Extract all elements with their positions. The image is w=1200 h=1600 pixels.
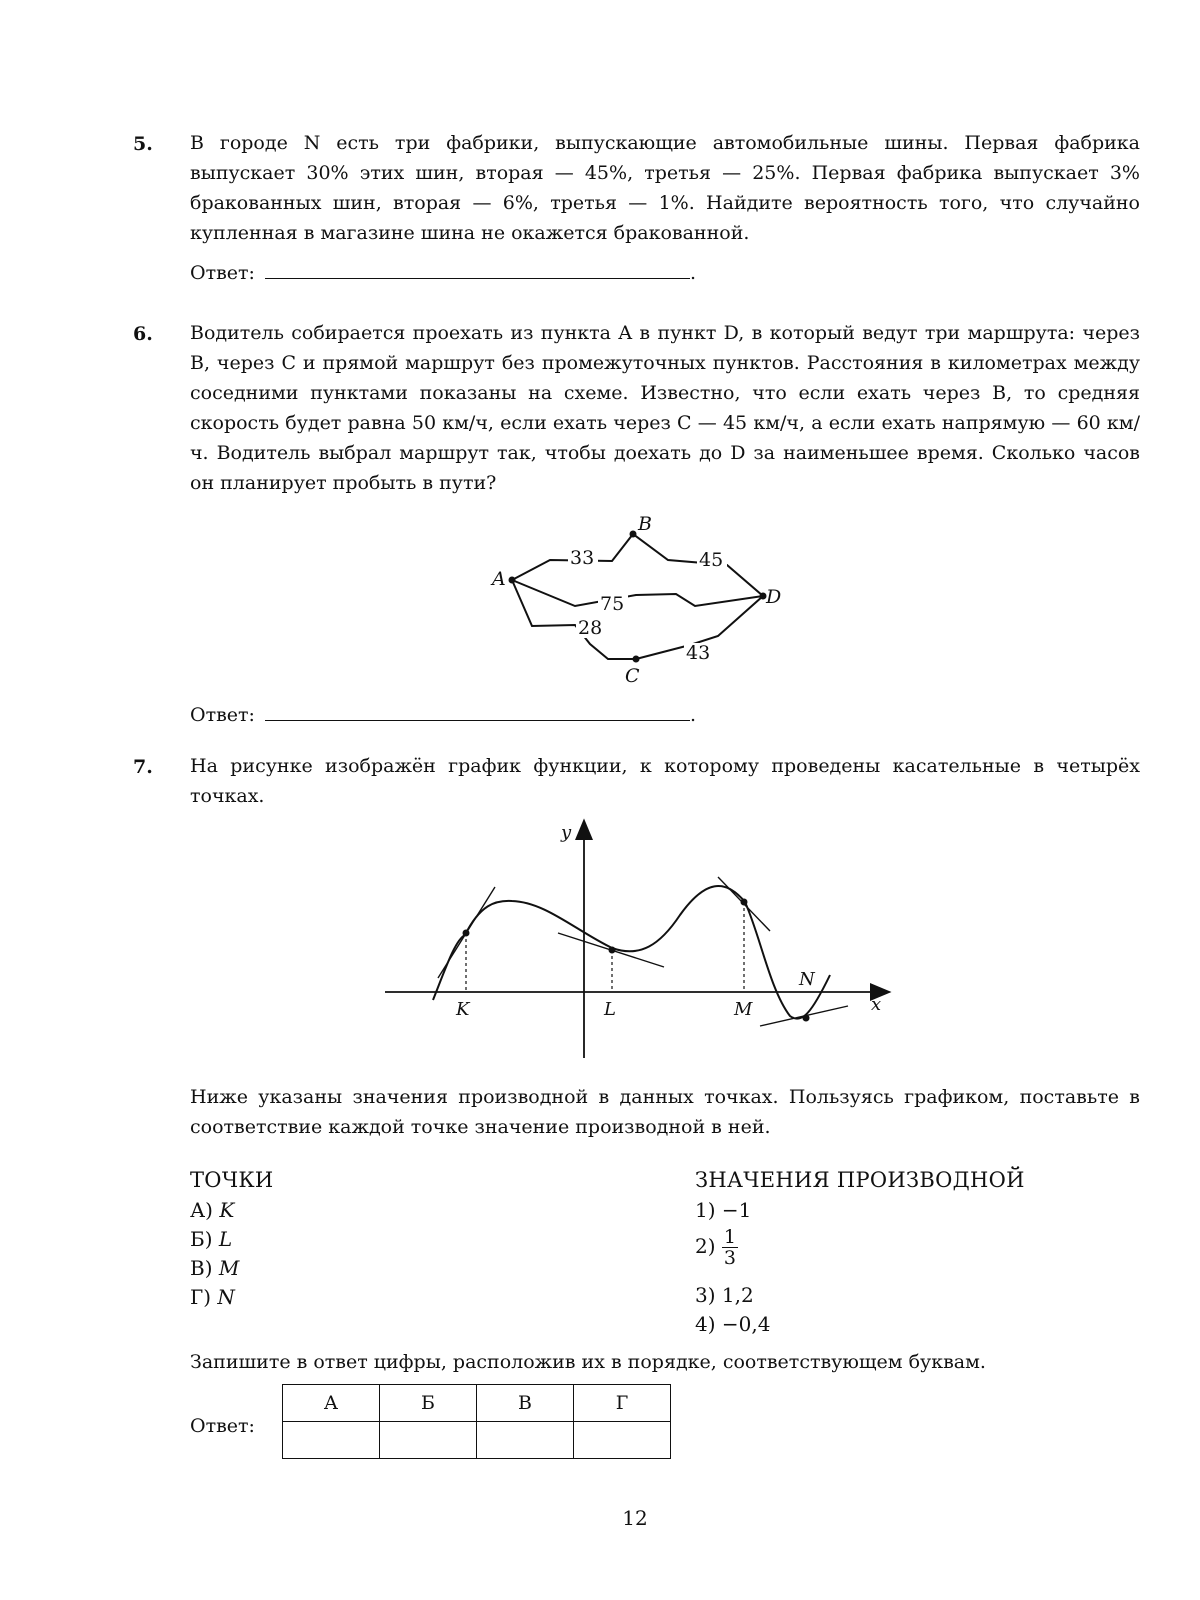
page-number: 12	[622, 1506, 648, 1530]
points-column-title: ТОЧКИ	[190, 1168, 274, 1192]
problem-7-instruction: Запишите в ответ цифры, расположив их в порядке, соответствующем буквам.	[190, 1351, 986, 1373]
value-item: 4) −0,4	[695, 1312, 771, 1336]
point-a-label: A	[492, 568, 506, 590]
point-m-dot	[741, 899, 748, 906]
edge-label-ac: 28	[578, 617, 603, 639]
edge-label-cd: 43	[686, 642, 711, 664]
problem-6-text: Водитель собирается проехать из пункта A в пункт D, в который ведут три маршрута: через B, через C и прямой маршрут без промежуточных пунктов. Расстояния в километрах между соседними пунктами показаны на схеме. Известно, что если ехать через B, то средняя скорость будет равна 50 км/ч, если ехать через C — 45 км/ч, а если ехать напрямую — 60 км/ч. Водитель выбрал маршрут так, чтобы доехать до D за наименьшее время. Сколько часов он планирует пробыть в пути?	[190, 322, 1140, 494]
answer-cell-b[interactable]	[380, 1422, 477, 1459]
problem-7-answer-label: Ответ:	[190, 1415, 255, 1437]
problem-7-text2: Ниже указаны значения производной в данных точках. Пользуясь графиком, поставьте в соответствие каждой точке значение производной в ней.	[190, 1086, 1140, 1138]
point-item: Г) N	[190, 1285, 235, 1309]
problem-6-number: 6.	[133, 323, 153, 345]
values-column-title: ЗНАЧЕНИЯ ПРОИЗВОДНОЙ	[695, 1168, 1025, 1192]
fraction: $\frac{1}{3}$	[723, 1226, 736, 1269]
value-item: 1) −1	[695, 1198, 752, 1222]
point-d-label: D	[766, 586, 782, 608]
edge-label-ad: 75	[600, 593, 625, 615]
point-item: Б) L	[190, 1227, 233, 1251]
answer-table	[282, 1384, 671, 1459]
answer-header-v: В	[477, 1385, 574, 1422]
point-b-label: B	[638, 513, 652, 535]
answer-header-a: А	[283, 1385, 380, 1422]
problem-7-text: На рисунке изображён график функции, к которому проведены касательные в четырёх точках.	[190, 755, 1140, 807]
edge-label-ab: 33	[570, 547, 595, 569]
answer-label: Ответ:	[190, 262, 255, 284]
value-item: 2) $\frac{1}{3}$	[695, 1226, 736, 1269]
point-n-label: N	[799, 969, 815, 990]
value-item: 3) 1,2	[695, 1283, 754, 1307]
problem-5-number: 5.	[133, 133, 153, 155]
point-m-label: M	[734, 999, 753, 1020]
answer-cell-g[interactable]	[574, 1422, 671, 1459]
x-axis-label: x	[871, 994, 882, 1015]
point-n-dot	[803, 1015, 810, 1022]
answer-cell-v[interactable]	[477, 1422, 574, 1459]
problem-7-number: 7.	[133, 756, 153, 778]
answer-label: Ответ:	[190, 704, 255, 726]
point-item: В) M	[190, 1256, 240, 1280]
answer-header-b: Б	[380, 1385, 477, 1422]
y-axis-label: y	[561, 822, 572, 843]
point-k-dot	[463, 930, 470, 937]
problem-5-answer: Ответ: .	[190, 258, 696, 284]
point-item: А) K	[190, 1198, 235, 1222]
edge-label-bd: 45	[699, 549, 724, 571]
point-k-label: K	[456, 999, 470, 1020]
point-l-label: L	[604, 999, 616, 1020]
problem-5-text: В городе N есть три фабрики, выпускающие автомобильные шины. Первая фабрика выпускает 30% этих шин, вторая — 45%, третья — 25%. Первая фабрика выпускает 3% бракованных шин, вторая — 6%, третья — 1%. Найдите вероятность того, что случайно купленная в магазине шина не окажется бракованной.	[190, 132, 1140, 244]
point-c-label: C	[625, 665, 640, 687]
problem-6-answer: Ответ: .	[190, 700, 696, 726]
function-curve	[433, 886, 830, 1019]
point-l-dot	[609, 947, 616, 954]
answer-header-g: Г	[574, 1385, 671, 1422]
answer-cell-a[interactable]	[283, 1422, 380, 1459]
